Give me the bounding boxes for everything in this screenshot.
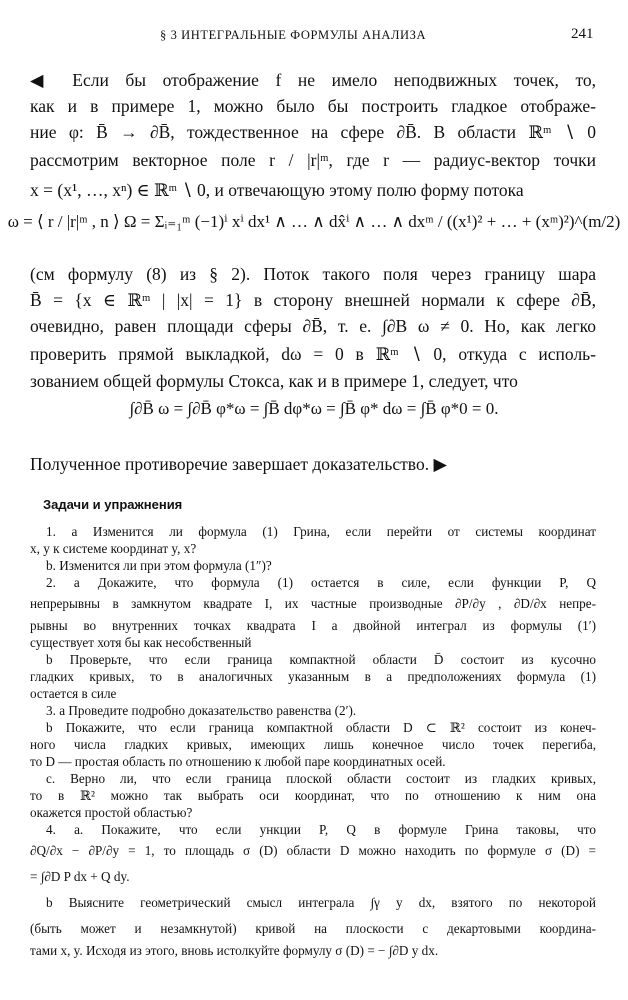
conclusion-line: [30, 452, 596, 478]
text-line: проверить прямой выкладкой, dω = 0 в ℝᵐ ∖ 0, откуда с исполь-: [30, 344, 596, 365]
exercise-line: окажется простой областью?: [30, 805, 193, 820]
exercise-line: x, y к системе координат y, x?: [30, 541, 197, 556]
exercise-line: b. Изменится ли при этом формула (1″)?: [46, 558, 272, 573]
text-line: рассмотрим векторное поле r / |r|ᵐ, где r — радиус-вектор точки: [30, 150, 596, 171]
exercise-line: b Покажите, что если граница компактной области D ⊂ ℝ² состоит из конеч-: [46, 720, 596, 735]
text-line: (см формулу (8) из § 2). Поток такого поля через границу шара: [30, 264, 596, 284]
page-number: 241: [571, 26, 594, 42]
exercise-line: непрерывны в замкнутом квадрате I, их частные производные ∂P/∂y , ∂D/∂x непре-: [30, 596, 596, 611]
exercise-line: гладких кривых, то в аналогичных указанным в а предположениях формула (1): [30, 669, 596, 684]
exercise-line: c. Верно ли, что если граница плоской области состоит из гладких кривых,: [46, 771, 596, 786]
exercise-line: 2. a Докажите, что формула (1) остается в силе, если функции P, Q: [46, 575, 596, 590]
text-line: ние φ: B̄ → ∂B̄, тождественное на сфере ∂B̄. В области ℝᵐ ∖ 0: [30, 121, 596, 142]
exercise-line: остается в силе: [30, 686, 117, 701]
flux-form-formula: ω = ⟨ r / |r|ᵐ , n ⟩ Ω = Σᵢ₌₁ᵐ (−1)ⁱ xⁱ dx¹ ∧ … ∧ dx̂ⁱ ∧ … ∧ dxᵐ / ((x¹)² + … + (xᵐ)²)^(m/2): [7, 212, 621, 231]
exercise-line: то в ℝ² можно так выбрать оси координат, что по отношению к ним она: [30, 788, 596, 803]
exercise-line: (быть может и незамкнутой) кривой на плоскости с декартовыми координа-: [30, 921, 596, 936]
text-line: как и в примере 1, можно было бы построить гладкое отображе-: [30, 95, 596, 116]
text-line: ◀ Если бы отображение f не имело неподвижных точек, то,: [30, 70, 596, 90]
exercise-line: ∂Q/∂x − ∂P/∂y = 1, то площадь σ (D) области D можно находить по формуле σ (D) =: [30, 843, 596, 858]
section-title: Задачи и упражнения: [43, 497, 183, 512]
text-line: очевидно, равен площади сферы ∂B̄, т. е. ∫∂B ω ≠ 0. Но, как легко: [30, 315, 596, 336]
exercise-line: 3. a Проведите подробно доказательство равенства (2′).: [46, 703, 357, 718]
exercise-line: то D — простая область по отношению к любой паре координатных осей.: [30, 754, 446, 769]
exercise-line: 1. a Изменится ли формула (1) Грина, если перейти от системы координат: [46, 524, 596, 539]
exercise-list: [30, 523, 596, 959]
text-line: B̄ = {x ∈ ℝᵐ | |x| = 1} в сторону внешней нормали к сфере ∂B̄,: [30, 289, 596, 310]
exercise-line: 4. a. Покажите, что если ункции P, Q в формуле Грина таковы, что: [46, 822, 596, 837]
exercise-line: существует хотя бы как несобственный: [30, 635, 252, 650]
flux-paragraph: [30, 262, 596, 395]
exercise-line: тами x, y. Исходя из этого, вновь истолкуйте формулу σ (D) = − ∫∂D y dx.: [30, 943, 439, 958]
exercise-line: b Выясните геометрический смысл интеграла ∫γ y dx, взятого по некоторой: [46, 895, 596, 910]
exercise-line: b Проверьте, что если граница компактной области D̄ состоит из кусочно: [46, 652, 596, 667]
exercise-line: ного числа гладких кривых, имеющих лишь конечное число точек перегиба,: [30, 737, 596, 752]
running-title: § 3 ИНТЕГРАЛЬНЫЕ ФОРМУЛЫ АНАЛИЗА: [160, 28, 427, 42]
proof-paragraph: [30, 68, 596, 205]
text-line: Полученное противоречие завершает доказательство. ▶: [30, 454, 447, 474]
exercise-line: = ∫∂D P dx + Q dy.: [30, 869, 130, 884]
text-line: зованием общей формулы Стокса, как и в примере 1, следует, что: [30, 371, 518, 392]
stokes-formula: ∫∂B̄ ω = ∫∂B̄ φ*ω = ∫B̄ dφ*ω = ∫B̄ φ* dω = ∫B̄ φ*0 = 0.: [129, 399, 499, 418]
text-line: x = (x¹, …, xⁿ) ∈ ℝᵐ ∖ 0, и отвечающую этому полю форму потока: [30, 180, 524, 201]
exercise-line: рывны во внутренних точках квадрата I а двойной интеграл из формулы (1′): [30, 618, 596, 633]
